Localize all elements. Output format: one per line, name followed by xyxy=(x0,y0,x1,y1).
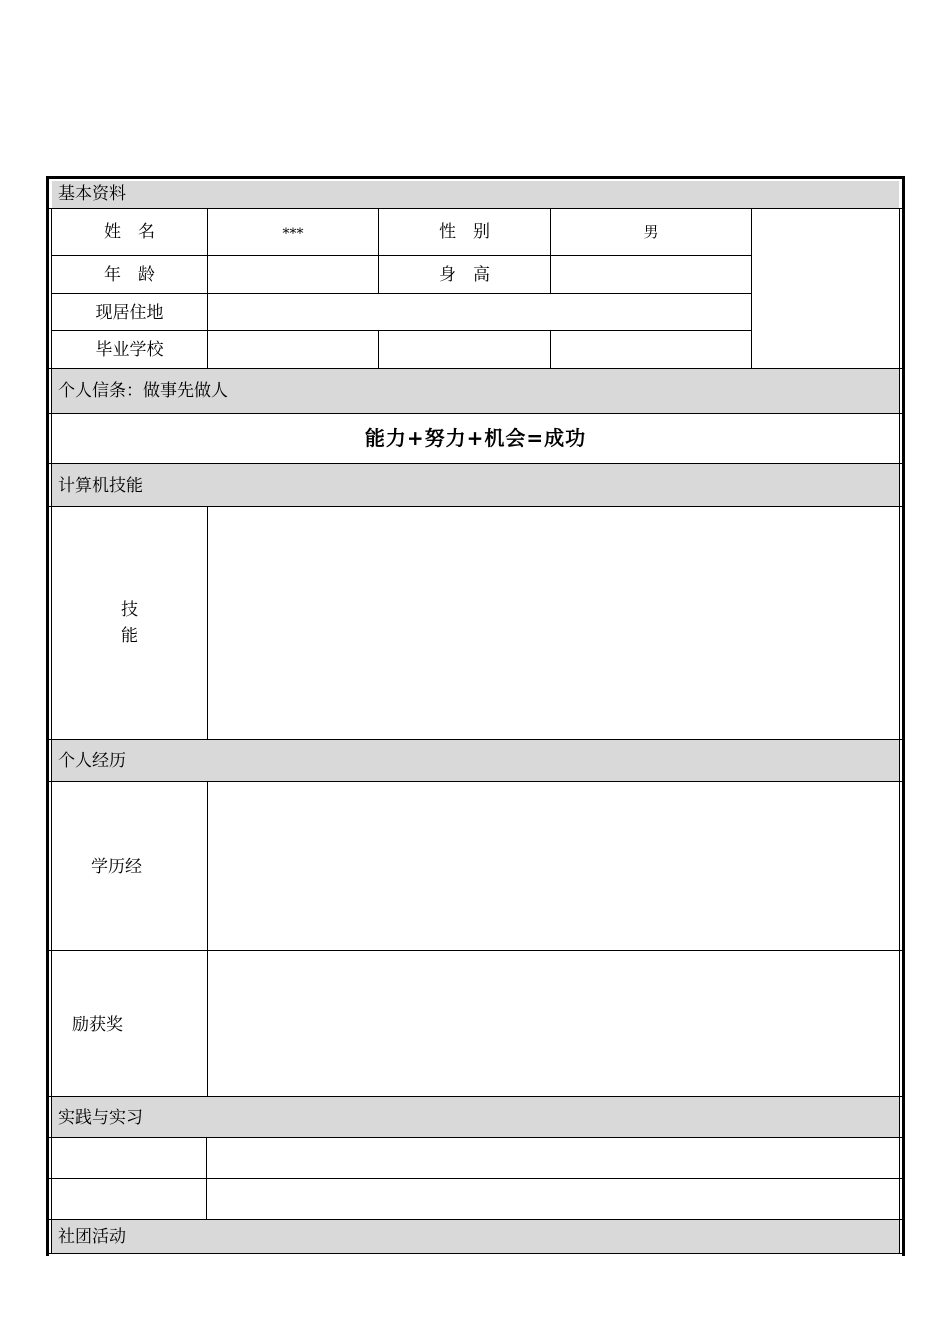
height-value[interactable] xyxy=(551,256,751,293)
motto-text: 能力+努力+机会=成功 xyxy=(364,426,587,450)
skills-label-line2: 能 xyxy=(121,626,138,646)
section-title-computer-skills: 计算机技能 xyxy=(58,476,143,496)
section-header-practice-internship xyxy=(52,1097,899,1137)
name-label: 姓 名 xyxy=(104,222,155,242)
practice-row-1-label[interactable] xyxy=(52,1138,206,1178)
residence-value[interactable] xyxy=(208,294,751,330)
awards-content[interactable] xyxy=(208,951,899,1096)
school-value-1[interactable] xyxy=(208,331,378,368)
section-header-computer-skills xyxy=(52,464,899,506)
age-value[interactable] xyxy=(208,256,378,293)
gender-value[interactable]: 男 xyxy=(643,223,659,241)
section-header-club-activities xyxy=(52,1220,899,1253)
photo-cell[interactable] xyxy=(752,209,899,368)
section-title-personal-history: 个人经历 xyxy=(58,751,126,771)
name-value[interactable]: *** xyxy=(282,226,304,242)
section-title-practice-internship: 实践与实习 xyxy=(58,1108,143,1128)
practice-row-2-label[interactable] xyxy=(52,1179,206,1219)
section-header-personal-history xyxy=(52,740,899,781)
practice-row-1-content[interactable] xyxy=(207,1138,899,1178)
skills-content[interactable] xyxy=(208,507,899,739)
practice-row-2-content[interactable] xyxy=(207,1179,899,1219)
height-label: 身 高 xyxy=(439,265,490,285)
section-title-motto: 个人信条：做事先做人 xyxy=(58,381,228,401)
skills-label-line1: 技 xyxy=(121,600,138,620)
school-label: 毕业学校 xyxy=(95,340,164,360)
awards-label: 励获奖 xyxy=(72,1015,123,1035)
education-label: 学历经 xyxy=(91,857,142,877)
education-content[interactable] xyxy=(208,782,899,950)
school-value-3[interactable] xyxy=(551,331,751,368)
section-header-basic-info xyxy=(52,181,899,208)
section-title-club-activities: 社团活动 xyxy=(58,1227,126,1247)
gender-label: 性 别 xyxy=(439,222,490,242)
age-label: 年 龄 xyxy=(104,265,155,285)
residence-label: 现居住地 xyxy=(95,303,164,323)
school-value-2[interactable] xyxy=(379,331,550,368)
section-title-basic-info: 基本资料 xyxy=(58,184,126,204)
